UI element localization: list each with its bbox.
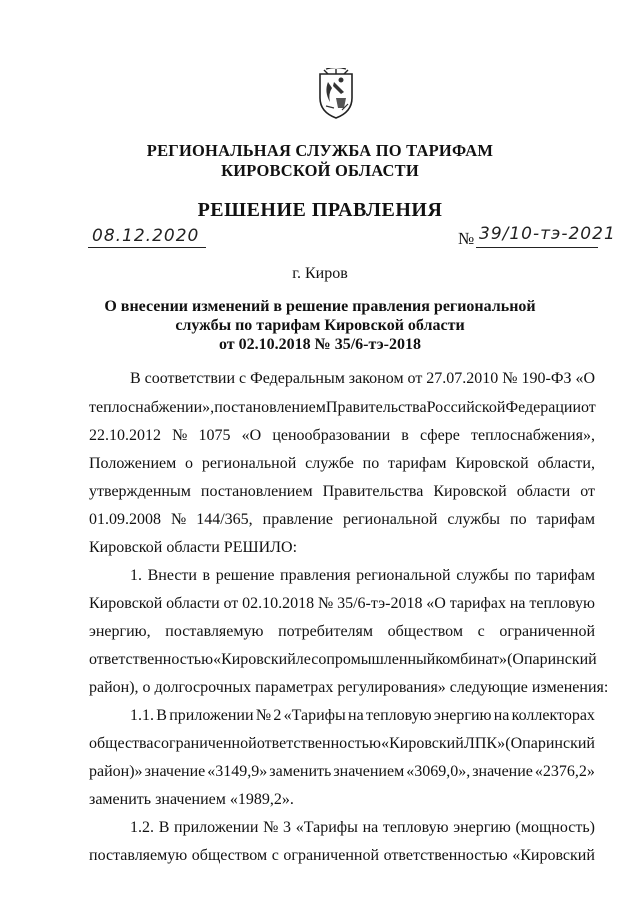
body-word: ответственностью xyxy=(256,735,381,752)
body-word: энергию, xyxy=(89,623,151,640)
body-word: теплоснабжения», xyxy=(470,427,595,444)
body-word: постановлением xyxy=(200,483,313,500)
body-word: тарифам xyxy=(536,567,595,584)
body-word: заменить xyxy=(269,763,332,780)
date-underline xyxy=(88,247,206,248)
body-word: ограниченной xyxy=(161,735,257,752)
body-word: № xyxy=(255,707,272,724)
number-underline xyxy=(476,247,598,248)
body-word: Положением xyxy=(89,455,177,472)
body-word: 144/365, xyxy=(196,511,253,528)
body-line xyxy=(89,483,595,501)
body-line xyxy=(89,679,609,697)
body-word: теплоснабжении», xyxy=(89,399,215,416)
body-word: ограниченной xyxy=(283,847,380,864)
body-word: 3 xyxy=(283,819,292,836)
body-word: потребителям xyxy=(278,623,374,640)
document-title: РЕШЕНИЕ ПРАВЛЕНИЯ xyxy=(197,199,443,221)
body-word: энергию xyxy=(453,819,511,836)
body-word: о xyxy=(185,455,194,472)
body-line xyxy=(89,539,595,557)
body-word: 22.10.2012 xyxy=(89,427,161,444)
body-word: «Тарифы xyxy=(283,707,346,724)
body-word: тарифах xyxy=(449,595,507,612)
body-word: ЛПК» xyxy=(464,735,506,752)
body-word: (Опаринский xyxy=(505,735,595,752)
body-word: ограниченной xyxy=(499,623,595,640)
body-line xyxy=(89,735,595,753)
body-word: в xyxy=(202,567,211,584)
body-word: общества xyxy=(89,735,154,752)
body-line xyxy=(130,567,595,585)
body-word: в xyxy=(401,427,409,444)
body-line xyxy=(130,707,595,725)
body-word: Кировской xyxy=(455,455,529,472)
body-word: район)» xyxy=(89,763,143,780)
body-word: 27.07.2010 xyxy=(426,370,499,387)
body-word: 1.1. xyxy=(130,707,154,724)
body-word: 01.09.2008 xyxy=(89,511,161,528)
document-date: 08.12.2020 xyxy=(92,226,200,246)
body-word: тепловую xyxy=(529,595,595,612)
body-word: комбинат» xyxy=(435,651,508,668)
body-word: обществом xyxy=(191,847,268,864)
body-word: В xyxy=(130,370,141,387)
body-word: значение xyxy=(472,763,533,780)
body-word: «Кировский xyxy=(381,735,464,752)
body-word: с xyxy=(153,735,161,752)
body-word: по xyxy=(362,455,380,472)
body-word: лесопромышленный xyxy=(295,651,436,668)
body-word: «О xyxy=(426,595,446,612)
body-word: «2376,2» xyxy=(534,763,595,780)
body-word: Федерации xyxy=(505,399,581,416)
body-word: службе xyxy=(305,455,354,472)
body-word: 1075 xyxy=(198,427,231,444)
body-word: «О xyxy=(241,427,262,444)
body-word: значение xyxy=(144,763,206,780)
body-word: тепловую xyxy=(382,819,449,836)
body-word: (мощность) xyxy=(515,819,595,836)
body-word: (Опаринский xyxy=(507,651,597,668)
body-word: № xyxy=(502,370,518,387)
body-word: Правительства xyxy=(322,483,424,500)
body-line xyxy=(89,455,595,473)
body-line xyxy=(89,847,595,865)
body-word: Кировской xyxy=(433,483,507,500)
body-word: В xyxy=(156,707,167,724)
org-name-line2: КИРОВСКОЙ ОБЛАСТИ xyxy=(221,161,419,180)
body-word: на xyxy=(348,707,364,724)
body-word: от xyxy=(407,370,423,387)
body-word: коллекторах xyxy=(511,707,595,724)
body-line xyxy=(89,791,595,809)
body-line xyxy=(130,370,595,388)
body-word: «3069,0», xyxy=(406,763,471,780)
body-line xyxy=(130,819,595,837)
body-word: значением xyxy=(333,763,405,780)
body-word: области, xyxy=(537,455,595,472)
body-word: Федеральным xyxy=(250,370,345,387)
body-word: 35/6-тэ-2018 xyxy=(337,595,423,612)
body-word: региональной xyxy=(342,511,438,528)
body-word: решение xyxy=(215,567,275,584)
body-word: области xyxy=(166,595,220,612)
body-word: службы xyxy=(447,511,501,528)
body-word: приложении xyxy=(174,819,259,836)
body-word: обществом xyxy=(387,623,463,640)
body-word: приложении xyxy=(169,707,254,724)
body-word: № xyxy=(172,427,188,444)
body-line xyxy=(89,595,595,613)
body-word: «Тарифы xyxy=(295,819,358,836)
body-word: тарифам xyxy=(388,455,447,472)
body-word: № xyxy=(263,819,279,836)
body-word: Кировской области РЕШИЛО: xyxy=(89,539,298,556)
body-word: 1. xyxy=(130,567,142,584)
body-word: № xyxy=(317,595,334,612)
body-word: «О xyxy=(575,370,595,387)
body-word: 190-ФЗ xyxy=(521,370,572,387)
org-name-line1: РЕГИОНАЛЬНАЯ СЛУЖБА ПО ТАРИФАМ xyxy=(146,141,494,160)
body-line xyxy=(89,763,595,781)
body-word: поставляемую xyxy=(165,623,264,640)
body-word: с xyxy=(271,847,279,864)
body-word: на xyxy=(362,819,379,836)
body-word: энергию xyxy=(433,707,492,724)
body-line xyxy=(89,399,595,417)
body-word: «Кировский xyxy=(213,651,296,668)
body-word: поставляемую xyxy=(89,847,188,864)
body-word: с xyxy=(239,370,247,387)
body-word: район), о долгосрочных параметрах регулирования» следующие изменения: xyxy=(89,679,609,696)
body-word: 02.10.2018 xyxy=(242,595,315,612)
body-word: правления xyxy=(280,567,351,584)
body-word: 1.2. xyxy=(130,819,154,836)
body-word: утвержденным xyxy=(89,483,191,500)
body-word: В xyxy=(158,819,170,836)
body-word: Кировской xyxy=(89,595,163,612)
document-number: 39/10-тэ-2021 xyxy=(479,224,616,244)
body-word: соответствии xyxy=(144,370,236,387)
body-word: региональной xyxy=(356,567,451,584)
body-word: ответственностью xyxy=(89,651,214,668)
body-line xyxy=(89,623,595,641)
body-word: Правительства xyxy=(325,399,427,416)
body-word: по xyxy=(510,511,527,528)
body-word: сфере xyxy=(419,427,460,444)
body-word: от xyxy=(223,595,239,612)
number-sign: № xyxy=(458,229,475,248)
body-word: с xyxy=(477,623,485,640)
body-word: ценообразовании xyxy=(272,427,391,444)
body-word: от xyxy=(581,399,596,416)
body-word: тепловую xyxy=(365,707,432,724)
body-word: на xyxy=(493,707,510,724)
body-word: по xyxy=(514,567,531,584)
subject-line: службы по тарифам Кировской области xyxy=(175,317,465,334)
body-word: Российской xyxy=(426,399,506,416)
body-word: службы xyxy=(456,567,509,584)
body-line xyxy=(89,427,595,445)
body-word: от xyxy=(580,483,595,500)
body-word: 2 xyxy=(273,707,282,724)
body-word: Внести xyxy=(147,567,197,584)
body-word: законом xyxy=(348,370,404,387)
body-line xyxy=(89,511,595,529)
subject-line: от 02.10.2018 № 35/6-тэ-2018 xyxy=(219,336,421,353)
body-word: региональной xyxy=(201,455,297,472)
body-word: ответственностью xyxy=(383,847,508,864)
body-word: правление xyxy=(262,511,333,528)
kirov-coat-of-arms-icon xyxy=(314,68,358,120)
body-word: области xyxy=(516,483,571,500)
body-word: заменить значением «1989,2». xyxy=(89,791,294,808)
body-word: тарифам xyxy=(536,511,595,528)
body-word: «3149,9» xyxy=(207,763,268,780)
body-word: № xyxy=(170,511,187,528)
body-word: постановлением xyxy=(214,399,326,416)
city: г. Киров xyxy=(292,265,348,282)
subject-line: О внесении изменений в решение правления региональной xyxy=(104,298,536,315)
body-word: «Кировский xyxy=(512,847,595,864)
body-line xyxy=(89,651,595,669)
body-word: на xyxy=(509,595,526,612)
